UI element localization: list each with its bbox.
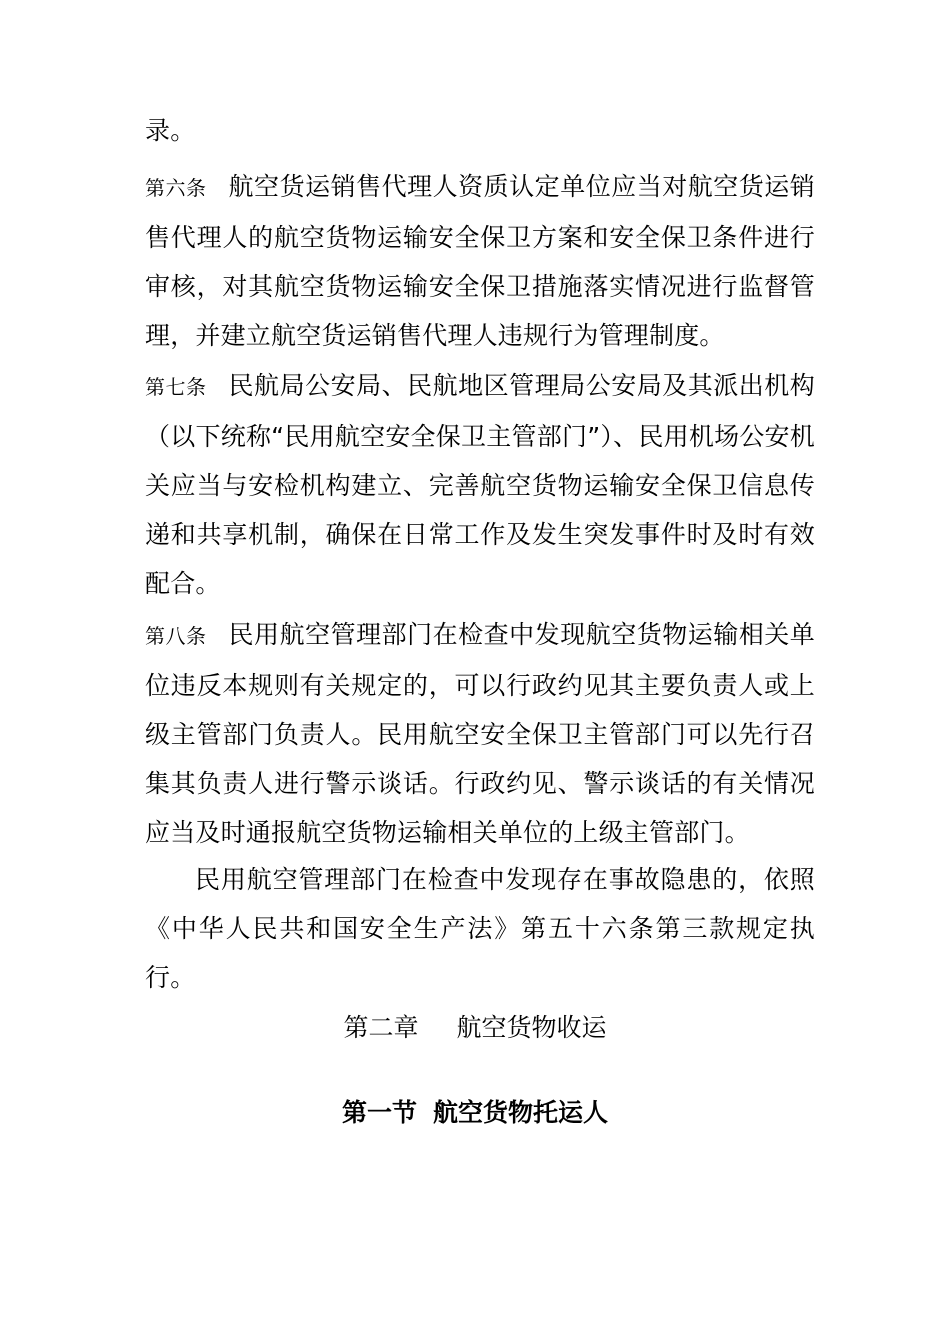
chapter-title: 航空货物收运	[456, 1013, 607, 1042]
section-title: 航空货物托运人	[433, 1098, 609, 1127]
article-7-text: 民航局公安局、民航地区管理局公安局及其派出机构（以下统称“民用航空安全保卫主管部门”）、民用机场公安机关应当与安检机构建立、完善航空货物运输安全保卫信息传递和共享机制，确保在日常工作及发生突发事件时及时有效配合。	[145, 371, 815, 598]
article-8	[145, 610, 815, 857]
article-7	[145, 361, 815, 608]
article-6-text: 航空货运销售代理人资质认定单位应当对航空货运销售代理人的航空货物运输安全保卫方案和安全保卫条件进行审核，对其航空货物运输安全保卫措施落实情况进行监督管理，并建立航空货运销售代理人违规行为管理制度。	[145, 172, 815, 350]
chapter-number: 第二章	[343, 1013, 419, 1042]
article-6-label: 第六条	[145, 176, 207, 200]
article-7-label: 第七条	[145, 375, 207, 399]
article-8-text: 民用航空管理部门在检查中发现航空货物运输相关单位违反本规则有关规定的，可以行政约见其主要负责人或上级主管部门负责人。民用航空安全保卫主管部门可以先行召集其负责人进行警示谈话。行政约见、警示谈话的有关情况应当及时通报航空货物运输相关单位的上级主管部门。	[145, 620, 815, 847]
section-heading	[0, 1093, 950, 1133]
continuation-text: 录。	[145, 116, 196, 145]
chapter-heading	[0, 1008, 950, 1048]
article-6	[145, 162, 815, 360]
section-number: 第一节	[341, 1098, 417, 1127]
article-8-paragraph-2: 民用航空管理部门在检查中发现存在事故隐患的，依照《中华人民共和国安全生产法》第五十六条第三款规定执行。	[145, 865, 815, 992]
article-8-label: 第八条	[145, 624, 207, 648]
